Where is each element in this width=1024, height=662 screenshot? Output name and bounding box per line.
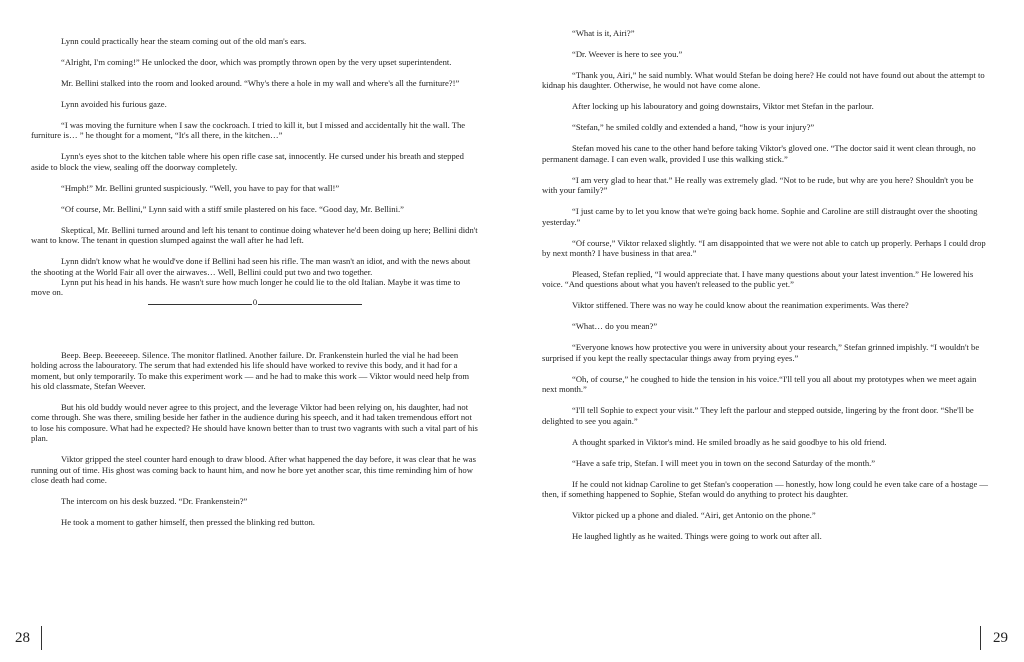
paragraph: Lynn's eyes shot to the kitchen table where his open rifle case sat, innocently. He cursed under his breath and stepped aside to block the view, sealing off the doorway completely. (31, 151, 464, 172)
paragraph: Skeptical, Mr. Bellini turned around and left his tenant to continue doing whatever he'd been doing up here; Bellini didn't want to know. The tenant in question slumped against the wall after he had left. (31, 224, 478, 246)
paragraph: He laughed lightly as he waited. Things were going to work out after all. (572, 531, 822, 542)
paragraph: “I was moving the furniture when I saw the cockroach. I tried to kill it, but I missed and accidentally hit the wall. The furniture is… ” he thought for a moment, “It's all there, in the kitchen…” (31, 120, 466, 141)
paragraph: “I am very glad to hear that.” He really was extremely glad. “Not to be rude, but why are you here? Shouldn't you be with your family?” (542, 174, 974, 196)
paragraph: But his old buddy would never agree to this project, and the leverage Viktor had been relying on, his daughter, had not come through. She was there, smiling beside her father in the audience during his speech, and it had taken tremendous effort not to lose his composure. What had he expected? He should have known better than to trust two vagrants with such a vital part of his plan. (31, 402, 478, 444)
scene-break-mark: 0 (252, 296, 258, 307)
paragraph: Lynn put his head in his hands. He wasn't sure how much longer he could lie to the old Italian. Maybe it was time to move on. (31, 277, 461, 298)
paragraph: Lynn avoided his furious gaze. (61, 99, 167, 109)
paragraph: He took a moment to gather himself, then pressed the blinking red button. (61, 517, 315, 528)
paragraph: “I just came by to let you know that we're going back home. Sophie and Caroline are still distraught over the shooting yesterday.” (542, 206, 978, 227)
paragraph: “Everyone knows how protective you were in university about your research,” Stefan grinned impishly. “I wouldn't be surprised if you kept the really spectacular things away from prying eyes.” (542, 342, 980, 363)
right-page (512, 0, 1024, 662)
paragraph: “What… do you mean?” (572, 321, 658, 332)
paragraph: Viktor gripped the steel counter hard enough to draw blood. After what happened the day before, it was clear that he was running out of time. His ghost was coming back to haunt him, and now he bore yet another scar, this time reminding him of how close death had come. (31, 454, 476, 486)
paragraph: The intercom on his desk buzzed. “Dr. Frankenstein?” (61, 496, 248, 507)
paragraph: A thought sparked in Viktor's mind. He smiled broadly as he said goodbye to his old friend. (572, 436, 887, 447)
paragraph: Stefan moved his cane to the other hand before taking Viktor's gloved one. “The doctor said it went clean through, no permanent damage. I can even walk, provided I use this walking stick.” (542, 143, 976, 164)
paragraph: After locking up his labouratory and going downstairs, Viktor met Stefan in the parlour. (572, 101, 874, 112)
page-number: 29 (993, 630, 1008, 646)
paragraph: “Have a safe trip, Stefan. I will meet you in town on the second Saturday of the month.” (572, 457, 876, 468)
paragraph: “Thank you, Airi,” he said numbly. What would Stefan be doing here? He could not have found out about the attempt to kidnap his daughter. Otherwise, he would not have come alone. (542, 70, 985, 91)
paragraph: “Dr. Weever is here to see you.” (572, 49, 683, 59)
right-page-text (542, 28, 990, 552)
paragraph: “Stefan,” he smiled coldly and extended a hand, “how is your injury?” (572, 122, 815, 133)
scene-break-rule (258, 304, 362, 305)
paragraph: If he could not kidnap Caroline to get Stefan's cooperation — honestly, how long could he even take care of a hostage — then, if something happened to Sophie, Stefan would do anything to protect his daughter. (542, 478, 988, 500)
paragraph: “Oh, of course,” he coughed to hide the tension in his voice.“I'll tell you all about my prototypes when we meet again next month.” (542, 373, 977, 395)
paragraph: Beep. Beep. Beeeeeep. Silence. The monitor flatlined. Another failure. Dr. Frankenstein hurled the vial he had been holding across the labouratory. The serum that had extended his life should have worked to revive this body, and it had for a moment, but only temporarily. To make this experiment work — and he had to make this work — Viktor would need help from his old classmate, Stefan Weever. (31, 349, 470, 392)
left-page-text (31, 36, 479, 538)
paragraph: “Of course, Mr. Bellini,” Lynn said with a stiff smile plastered on his face. “Good day, Mr. Bellini.” (61, 203, 404, 214)
scene-break-rule (148, 304, 252, 305)
paragraph: “Of course,” Viktor relaxed slightly. “I am disappointed that we were not able to catch up properly. Perhaps I could drop by next month? I have business in that area.” (542, 237, 986, 259)
paragraph: “What is it, Airi?” (572, 28, 635, 38)
paragraph: Mr. Bellini stalked into the room and looked around. “Why's there a hole in my wall and where's all the furniture?!” (61, 78, 460, 88)
paragraph: Pleased, Stefan replied, “I would appreciate that. I have many questions about your latest invention.” He lowered his voice. “And questions about what you haven't released to the public yet.” (542, 269, 974, 290)
paragraph: Lynn didn't know what he would've done if Bellini had seen his rifle. The man wasn't an idiot, and with the news about the shooting at the World Fair all over the airwaves… Well, Bellini could put two and two together. (31, 256, 471, 277)
paragraph: “Hmph!” Mr. Bellini grunted suspiciously. “Well, you have to pay for that wall!” (61, 182, 340, 193)
page-number: 28 (15, 630, 30, 646)
paragraph: Lynn could practically hear the steam coming out of the old man's ears. (61, 36, 307, 46)
paragraph: Viktor picked up a phone and dialed. “Airi, get Antonio on the phone.” (572, 510, 816, 521)
page-number-rule (980, 626, 981, 650)
paragraph: “Alright, I'm coming!” He unlocked the door, which was promptly thrown open by the very upset superintendent. (61, 57, 452, 67)
paragraph: “I'll tell Sophie to expect your visit.” They left the parlour and stepped outside, lingering by the front door. “She'll be delighted to see you again.” (542, 405, 974, 426)
paragraph: Viktor stiffened. There was no way he could know about the reanimation experiments. Was there? (572, 300, 909, 311)
scene-break (31, 296, 479, 310)
page-number-rule (41, 626, 42, 650)
